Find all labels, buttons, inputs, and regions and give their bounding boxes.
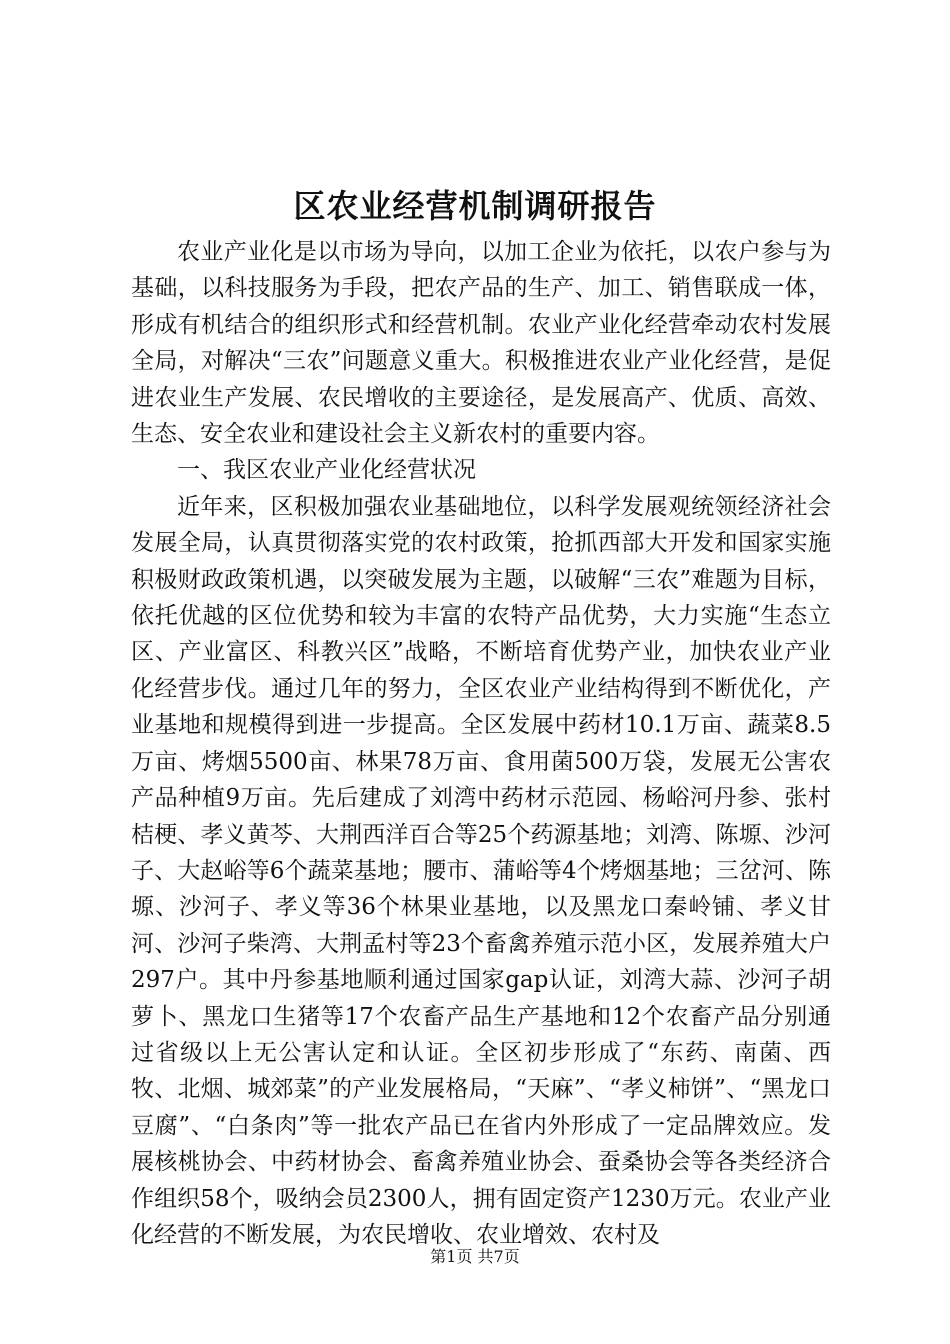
document-body bbox=[131, 234, 831, 1253]
intro-paragraph: 农业产业化是以市场为导向，以加工企业为依托，以农户参与为基础，以科技服务为手段，把农产品的生产、加工、销售联成一体，形成有机结合的组织形式和经营机制。农业产业化经营牵动农村发展全局，对解决“三农”问题意义重大。积极推进农业产业化经营，是促进农业生产发展、农民增收的主要途径，是发展高产、优质、高效、生态、安全农业和建设社会主义新农村的重要内容。 bbox=[131, 239, 831, 448]
status-paragraph: 近年来，区积极加强农业基础地位，以科学发展观统领经济社会发展全局，认真贯彻落实党的农村政策，抢抓西部大开发和国家实施积极财政政策机遇，以突破发展为主题，以破解“三农”难题为目标，依托优越的区位优势和较为丰富的农特产品优势，大力实施“生态立区、产业富区、科教兴区”战略，不断培育优势产业，加快农业产业化经营步伐。通过几年的努力，全区农业产业结构得到不断优化，产业基地和规模得到进一步提高。全区发展中药材10.1万亩、蔬菜8.5万亩、烤烟5500亩、林果78万亩、食用菌500万袋，发展无公害农产品种植9万亩。先后建成了刘湾中药材示范园、杨峪河丹参、张村桔梗、孝义黄芩、大荆西洋百合等25个药源基地；刘湾、陈塬、沙河子、大赵峪等6个蔬菜基地；腰市、蒲峪等4个烤烟基地；三岔河、陈塬、沙河子、孝义等36个林果业基地，以及黑龙口秦岭铺、孝义甘河、沙河子柴湾、大荆孟村等23个畜禽养殖示范小区，发展养殖大户297户。其中丹参基地顺利通过国家gap认证，刘湾大蒜、沙河子胡萝卜、黑龙口生猪等17个农畜产品生产基地和12个农畜产品分别通过省级以上无公害认定和认证。全区初步形成了“东药、南菌、西牧、北烟、城郊菜”的产业发展格局，“天麻”、“孝义柿饼”、“黑龙口豆腐”、“白条肉”等一批农产品已在省内外形成了一定品牌效应。发展核桃协会、中药材协会、畜禽养殖业协会、蚕桑协会等各类经济合作组织58个，吸纳会员2300人，拥有固定资产1230万元。农业产业化经营的不断发展，为农民增收、农业增效、农村及 bbox=[131, 493, 831, 1248]
document-title: 区农业经营机制调研报告 bbox=[293, 187, 657, 225]
page-number: 第1页 共7页 bbox=[430, 1247, 520, 1266]
section-heading: 一、我区农业产业化经营状况 bbox=[177, 457, 476, 484]
